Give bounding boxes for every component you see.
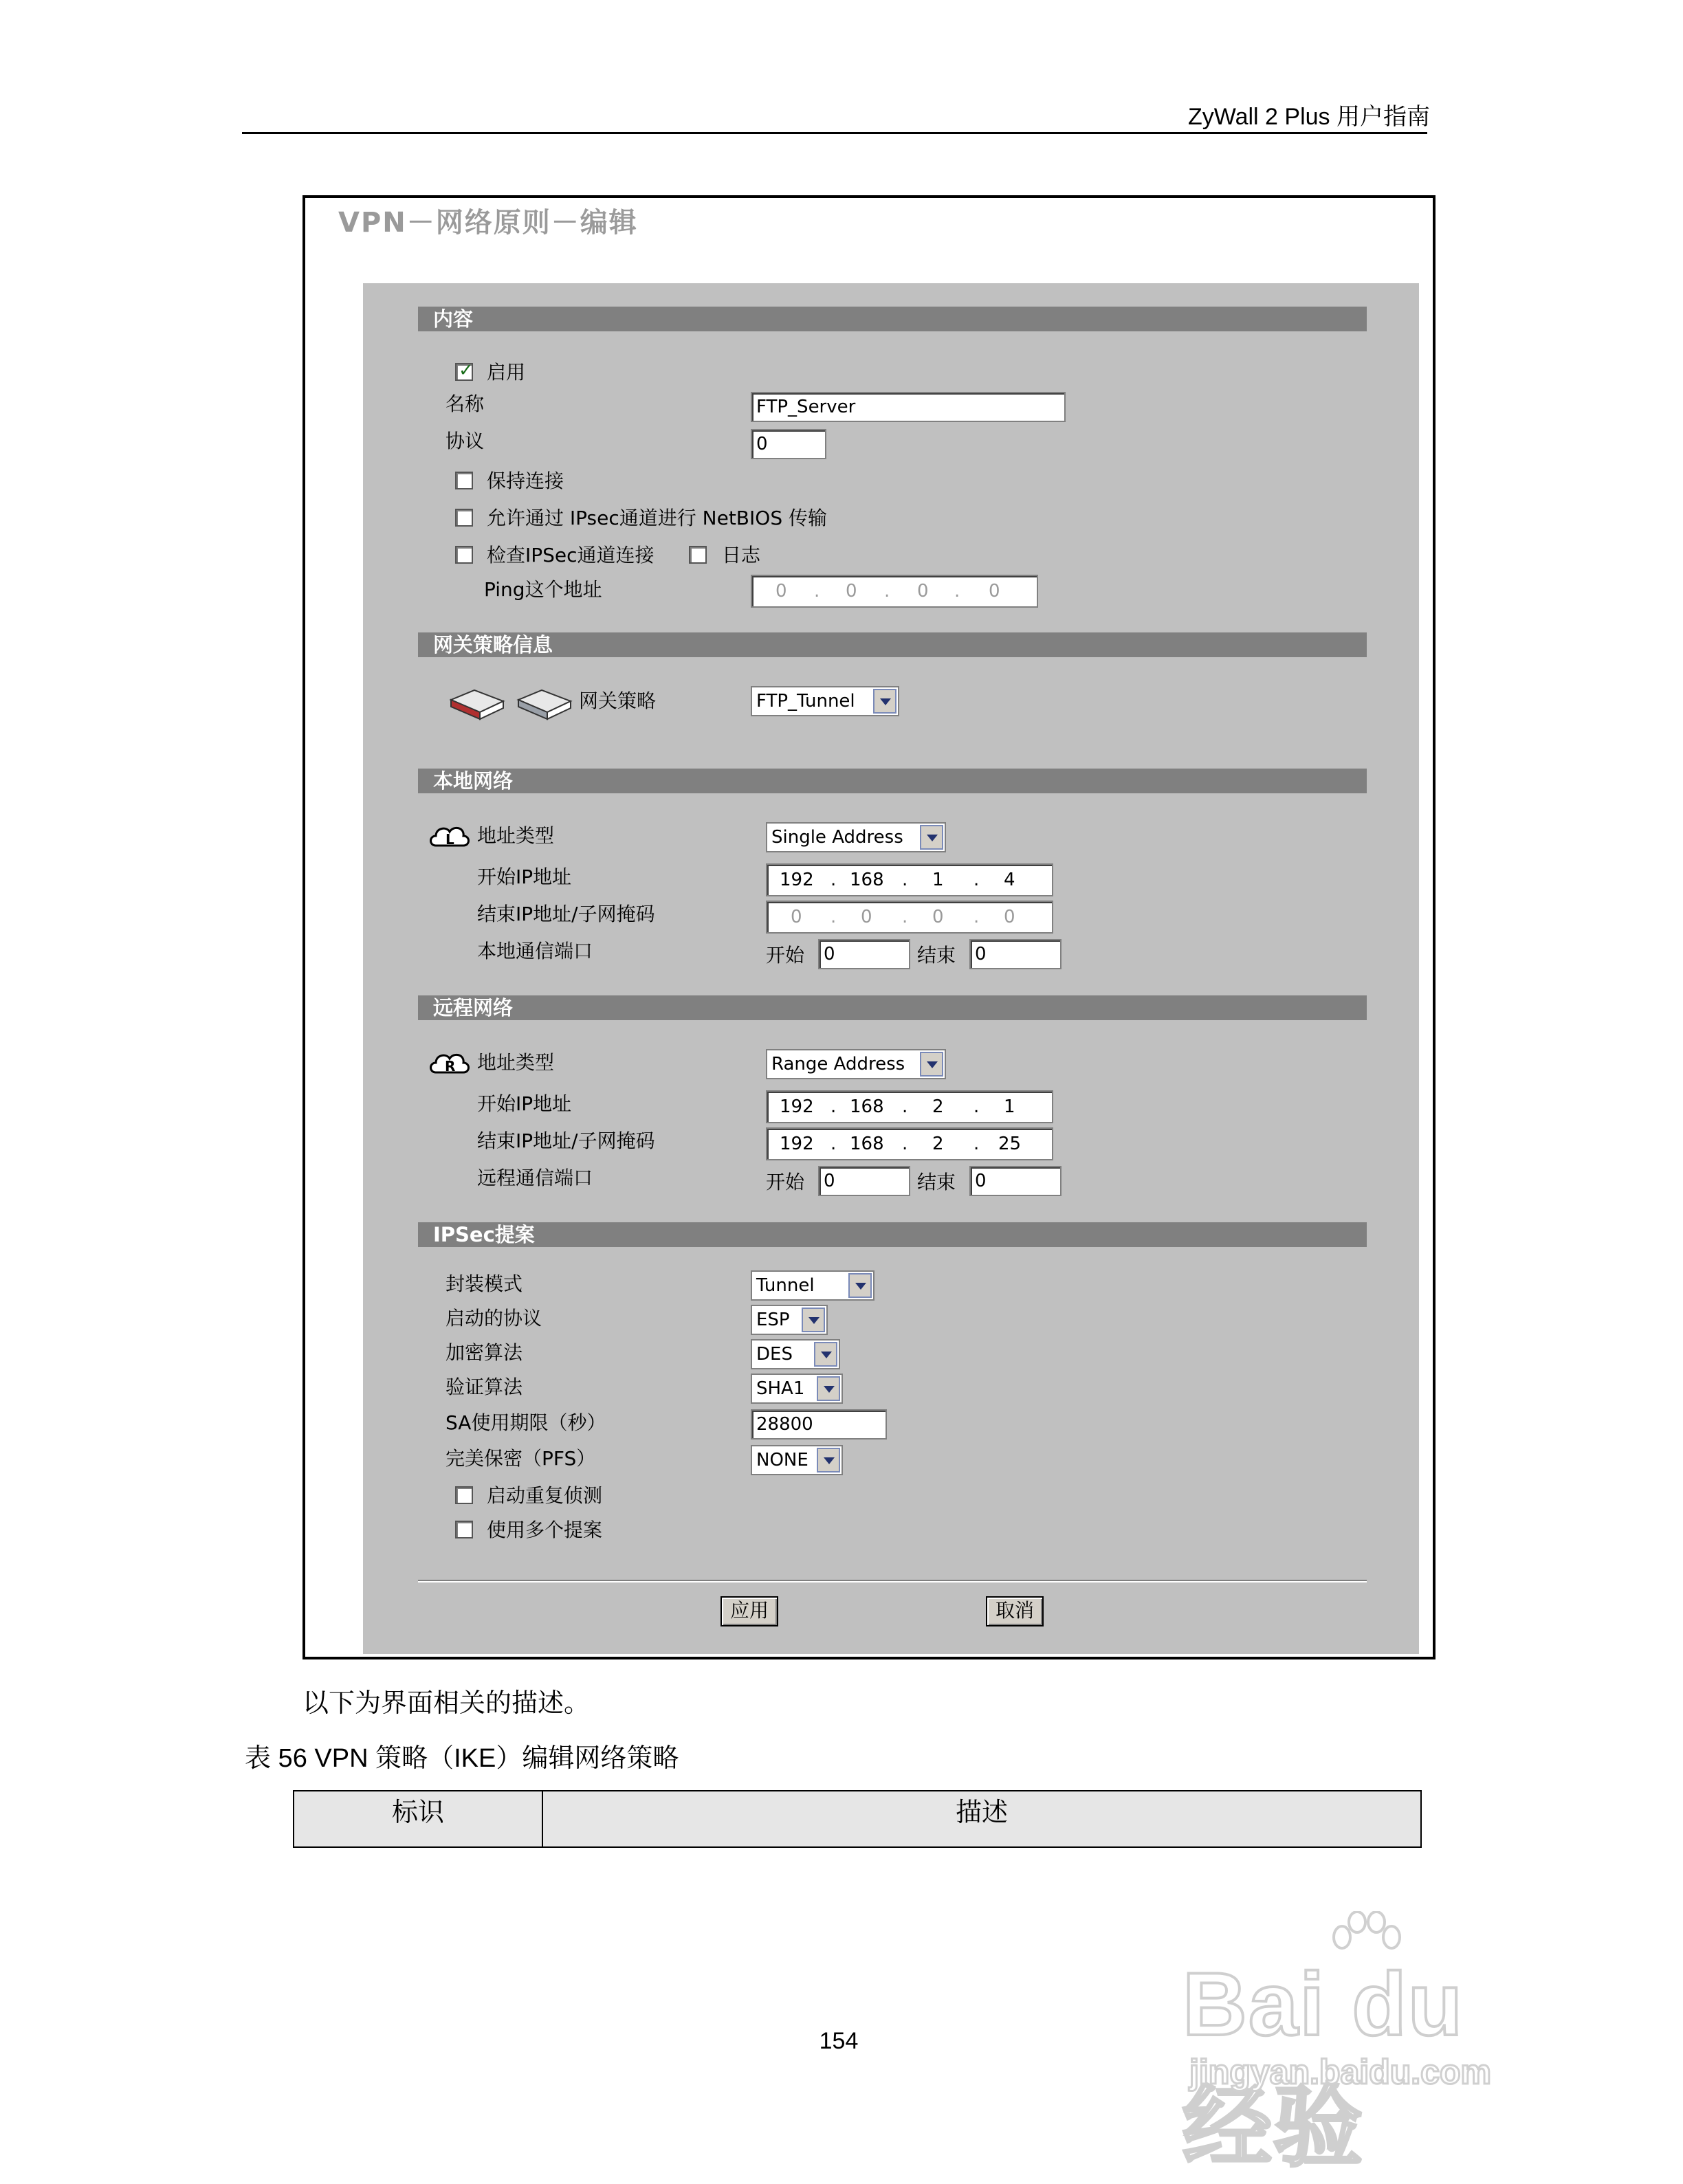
encryption-select[interactable] (751, 1339, 840, 1369)
log-checkbox[interactable] (689, 546, 707, 564)
local-addr-type-label: 地址类型 (477, 824, 555, 847)
ip-octet: 25 (998, 1134, 1022, 1154)
ip-octet: 0 (917, 581, 929, 602)
section-ipsec-header: IPSec提案 (418, 1222, 1367, 1247)
remote-network-cloud-icon (428, 1049, 472, 1079)
section-remote-header: 远程网络 (418, 995, 1367, 1020)
remote-start-ip-label: 开始IP地址 (477, 1092, 572, 1115)
chevron-down-icon[interactable] (920, 1052, 943, 1077)
gateway-policy-value: FTP_Tunnel (756, 691, 855, 712)
ip-octet: 0 (846, 581, 857, 602)
ip-octet: 2 (932, 1134, 944, 1154)
local-end-ip-label: 结束IP地址/子网掩码 (477, 903, 655, 925)
page-number: 154 (819, 2028, 859, 2054)
description-table (293, 1790, 1422, 1848)
ip-octet: 1 (1004, 1096, 1015, 1117)
button-divider (418, 1580, 1367, 1582)
local-addr-type-value: Single Address (771, 827, 903, 848)
active-protocol-label: 启动的协议 (446, 1307, 542, 1330)
ip-octet: 192 (780, 870, 814, 890)
svg-text:L: L (446, 831, 454, 848)
remote-end-ip-input[interactable]: 192 . 168 . 2 . 25 (766, 1127, 1053, 1160)
remote-end-ip-label: 结束IP地址/子网掩码 (477, 1129, 655, 1152)
replay-detection-checkbox[interactable] (455, 1486, 473, 1504)
check-tunnel-label: 检查IPSec通道连接 (487, 544, 654, 566)
pfs-select[interactable] (751, 1445, 843, 1475)
log-label: 日志 (722, 544, 761, 566)
active-protocol-select[interactable] (751, 1305, 828, 1335)
gateway-policy-label: 网关策略 (579, 690, 657, 712)
encap-mode-label: 封装模式 (446, 1272, 523, 1295)
remote-port-end-label: 结束 (917, 1171, 956, 1193)
chevron-down-icon[interactable] (814, 1342, 837, 1367)
chevron-down-icon[interactable] (802, 1308, 825, 1332)
ip-octet: 4 (1004, 870, 1015, 890)
local-port-end-input[interactable]: 0 (969, 939, 1062, 969)
section-gateway-header: 网关策略信息 (418, 632, 1367, 657)
local-port-start-input[interactable]: 0 (818, 939, 910, 969)
sa-life-input[interactable]: 28800 (751, 1409, 887, 1440)
pfs-value: NONE (756, 1450, 808, 1470)
local-port-end-label: 结束 (917, 944, 956, 967)
watermark-main: Bai du 经验 (1182, 1954, 1464, 2177)
name-label: 名称 (446, 393, 485, 415)
remote-port-label: 远程通信端口 (477, 1167, 593, 1189)
encap-mode-value: Tunnel (756, 1275, 815, 1296)
ip-octet: 0 (1004, 907, 1015, 927)
protocol-label: 协议 (446, 430, 485, 452)
keepalive-checkbox[interactable] (455, 472, 473, 489)
local-port-label: 本地通信端口 (477, 940, 593, 962)
ip-octet: 2 (932, 1096, 944, 1117)
ping-ip-input[interactable]: 0 . 0 . 0 . 0 (751, 575, 1038, 608)
section-local-header: 本地网络 (418, 769, 1367, 793)
keepalive-label: 保持连接 (487, 470, 564, 492)
chevron-down-icon[interactable] (817, 1448, 840, 1472)
pfs-label: 完美保密（PFS） (446, 1447, 596, 1470)
enable-checkbox[interactable] (455, 360, 474, 381)
remote-addr-type-select[interactable] (766, 1049, 946, 1079)
netbios-label: 允许通过 IPsec通道进行 NetBIOS 传输 (487, 507, 827, 529)
ping-address-label: Ping这个地址 (484, 578, 602, 601)
name-input[interactable]: FTP_Server (751, 392, 1066, 422)
chevron-down-icon[interactable] (848, 1273, 872, 1298)
remote-start-ip-input[interactable]: 192 . 168 . 2 . 1 (766, 1090, 1053, 1123)
check-tunnel-checkbox[interactable] (455, 546, 473, 564)
document-header: ZyWall 2 Plus 用户指南 (1187, 104, 1430, 130)
gateway-router-icon (447, 685, 578, 726)
ip-octet: 192 (780, 1096, 814, 1117)
chevron-down-icon[interactable] (817, 1376, 840, 1401)
baidu-watermark (1182, 1911, 1568, 2177)
table-caption: 表 56 VPN 策略（IKE）编辑网络策略 (245, 1744, 679, 1773)
gateway-policy-select[interactable] (751, 686, 899, 716)
netbios-checkbox[interactable] (455, 509, 473, 527)
cancel-button[interactable]: 取消 (986, 1596, 1044, 1626)
sa-life-label: SA使用期限（秒） (446, 1411, 606, 1434)
ip-octet: 168 (850, 1096, 884, 1117)
encap-mode-select[interactable] (751, 1270, 874, 1301)
authentication-value: SHA1 (756, 1378, 805, 1399)
ip-octet: 0 (791, 907, 802, 927)
ip-octet: 0 (861, 907, 872, 927)
remote-addr-type-label: 地址类型 (477, 1051, 555, 1074)
multiple-proposals-label: 使用多个提案 (487, 1519, 603, 1541)
active-protocol-value: ESP (756, 1310, 790, 1330)
remote-addr-type-value: Range Address (771, 1054, 905, 1074)
ip-octet: 168 (850, 870, 884, 890)
replay-detection-label: 启动重复侦测 (487, 1484, 603, 1507)
page-title: VPN－网络原则－编辑 (338, 207, 638, 239)
ip-octet: 192 (780, 1134, 814, 1154)
local-start-ip-input[interactable]: 192 . 168 . 1 . 4 (766, 863, 1053, 896)
header-rule (242, 132, 1427, 134)
chevron-down-icon[interactable] (920, 825, 943, 850)
protocol-input[interactable]: 0 (751, 429, 826, 459)
ip-octet: 168 (850, 1134, 884, 1154)
encryption-value: DES (756, 1344, 793, 1365)
local-start-ip-label: 开始IP地址 (477, 865, 572, 888)
enable-label: 启用 (487, 361, 526, 384)
local-port-start-label: 开始 (766, 944, 805, 967)
table-header-description: 描述 (955, 1797, 1008, 1827)
ip-octet: 0 (776, 581, 787, 602)
ip-octet: 0 (932, 907, 944, 927)
chevron-down-icon[interactable] (873, 689, 896, 714)
body-description: 以下为界面相关的描述。 (302, 1688, 591, 1718)
checkmark-icon: ✓ (459, 360, 474, 381)
ip-octet: 1 (932, 870, 944, 890)
local-addr-type-select[interactable] (766, 822, 946, 852)
authentication-label: 验证算法 (446, 1376, 523, 1398)
table-header-label: 标识 (391, 1797, 444, 1827)
remote-port-start-label: 开始 (766, 1171, 805, 1193)
local-network-cloud-icon (428, 822, 472, 852)
remote-port-start-input[interactable]: 0 (818, 1166, 910, 1196)
watermark-url: jingyan.baidu.com (1189, 2053, 1491, 2091)
authentication-select[interactable] (751, 1374, 843, 1404)
section-content-header: 内容 (418, 307, 1367, 331)
multiple-proposals-checkbox[interactable] (455, 1521, 473, 1538)
encryption-label: 加密算法 (446, 1341, 523, 1364)
svg-text:R: R (445, 1058, 456, 1074)
local-end-ip-input[interactable]: 0 . 0 . 0 . 0 (766, 901, 1053, 934)
remote-port-end-input[interactable]: 0 (969, 1166, 1062, 1196)
apply-button[interactable]: 应用 (720, 1596, 778, 1626)
ip-octet: 0 (989, 581, 1000, 602)
